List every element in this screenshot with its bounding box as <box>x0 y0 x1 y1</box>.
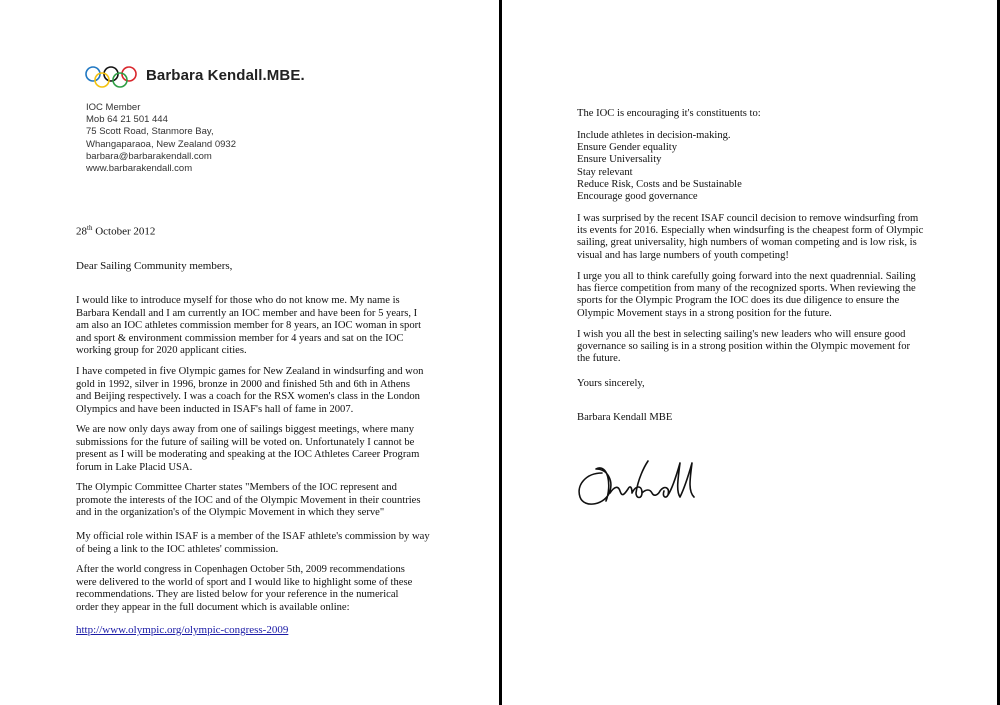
date-suffix: th <box>87 224 93 232</box>
letter-date <box>76 224 155 238</box>
text-line: promote the interests of the IOC and of the Olympic Movement in their countries <box>76 494 421 506</box>
address-line: barbara@barbarakendall.com <box>86 150 212 162</box>
ioc-goals-list <box>577 130 742 203</box>
text-line: submissions for the future of sailing will be voted on. Unfortunately I cannot be <box>76 436 415 448</box>
text-line: of being a link to the IOC athletes' commission. <box>76 543 279 555</box>
closing: Yours sincerely, <box>577 378 645 389</box>
text-line: its events for 2016. Especially when windsurfing is the cheapest form of Olympic <box>577 225 924 237</box>
text-line: I have competed in five Olympic games for New Zealand in windsurfing and won <box>76 366 424 377</box>
text-line: working group for 2020 applicant cities. <box>76 345 247 357</box>
text-line: The Olympic Committee Charter states "Members of the IOC represent and <box>76 482 397 493</box>
text-line: forum in Lake Placid USA. <box>76 461 193 473</box>
olympic-congress-link[interactable]: http://www.olympic.org/olympic-congress-2009 <box>76 624 289 636</box>
text-line: order they appear in the full document which is available online: <box>76 601 350 613</box>
text-line: gold in 1992, silver in 1996, bronze in 2000 and finished 5th and 6th in Athens <box>76 378 410 390</box>
text-line: has fierce competition from many of the recognized sports. When reviewing the <box>577 283 916 295</box>
text-line: and sport & environment commission member for 4 years and sat on the IOC <box>76 332 404 344</box>
greeting: Dear Sailing Community members, <box>76 260 233 272</box>
list-item: Reduce Risk, Costs and be Sustainable <box>577 178 742 190</box>
text-line: Barbara Kendall and I am currently an IOC member and have been for 5 years, I <box>76 307 418 319</box>
text-line: I wish you all the best in selecting sailing's new leaders who will ensure good <box>577 329 906 340</box>
ioc-intro: The IOC is encouraging it's constituents to: <box>577 108 761 119</box>
address-line: Mob 64 21 501 444 <box>86 114 168 126</box>
list-item: Stay relevant <box>577 166 633 178</box>
signoff-name: Barbara Kendall MBE <box>577 412 673 423</box>
list-item: Ensure Gender equality <box>577 142 678 154</box>
text-line: I urge you all to think carefully going forward into the next quadrennial. Sailing <box>577 271 916 282</box>
olympic-rings-logo <box>84 64 140 90</box>
date-day: 28 <box>76 225 87 238</box>
letterhead-address <box>86 102 236 175</box>
address-line: Whangaparaoa, New Zealand 0932 <box>86 138 236 150</box>
paragraph-windsurfing <box>577 213 923 262</box>
paragraph-wishes <box>577 329 910 366</box>
text-line: and in the organization's of the Olympic Movement in which they serve" <box>76 507 385 519</box>
text-line: am also an IOC athletes commission member for 8 years, an IOC woman in sport <box>76 320 422 332</box>
text-line: recommendations. They are listed below for your reference in the numerical <box>76 589 399 601</box>
text-line: I was surprised by the recent ISAF council decision to remove windsurfing from <box>577 213 919 224</box>
text-line: visual and has large numbers of youth competing! <box>577 249 789 261</box>
text-line: Olympic Movement stays in a strong position for the future. <box>577 307 832 319</box>
handwritten-signature <box>572 455 712 517</box>
paragraph-introduction <box>76 295 471 358</box>
text-line: We are now only days away from one of sailings biggest meetings, where many <box>76 424 415 435</box>
paragraph-congress <box>76 564 471 614</box>
text-line: were delivered to the world of sport and I would like to highlight some of these <box>76 576 413 588</box>
letter-page-1 <box>0 0 499 705</box>
address-line: IOC Member <box>86 102 141 113</box>
list-item: Encourage good governance <box>577 191 698 203</box>
text-line: sailing, great universality, high numbers of woman competing and is low risk, is <box>577 237 917 249</box>
date-rest: October 2012 <box>92 225 156 238</box>
paragraph-career <box>76 366 471 416</box>
list-item: Include athletes in decision-making. <box>577 130 731 141</box>
address-line: 75 Scott Road, Stanmore Bay, <box>86 126 214 138</box>
address-line: www.barbarakendall.com <box>86 163 193 175</box>
text-line: present as I will be moderating and speaking at the IOC Athletes Career Program <box>76 449 420 461</box>
list-item: Ensure Universality <box>577 154 662 166</box>
letterhead-name: Barbara Kendall.MBE. <box>146 67 305 84</box>
text-line: sports for the Olympic Program the IOC does its due diligence to ensure the <box>577 295 900 307</box>
paragraph-charter <box>76 482 471 520</box>
text-line: the future. <box>577 353 621 365</box>
text-line: Olympics and have been inducted in ISAF's hall of fame in 2007. <box>76 403 354 415</box>
text-line: I would like to introduce myself for those who do not know me. My name is <box>76 295 400 306</box>
paragraph-urge <box>577 271 916 320</box>
paragraph-role <box>76 531 471 556</box>
text-line: After the world congress in Copenhagen October 5th, 2009 recommendations <box>76 564 405 575</box>
text-line: governance so sailing is in a strong position within the Olympic movement for <box>577 341 911 353</box>
text-line: My official role within ISAF is a member of the ISAF athlete's commission by way <box>76 531 430 542</box>
text-line: and Beijing respectively. I was a coach for the RSX women's class in the London <box>76 391 420 403</box>
paragraph-meetings <box>76 424 471 474</box>
